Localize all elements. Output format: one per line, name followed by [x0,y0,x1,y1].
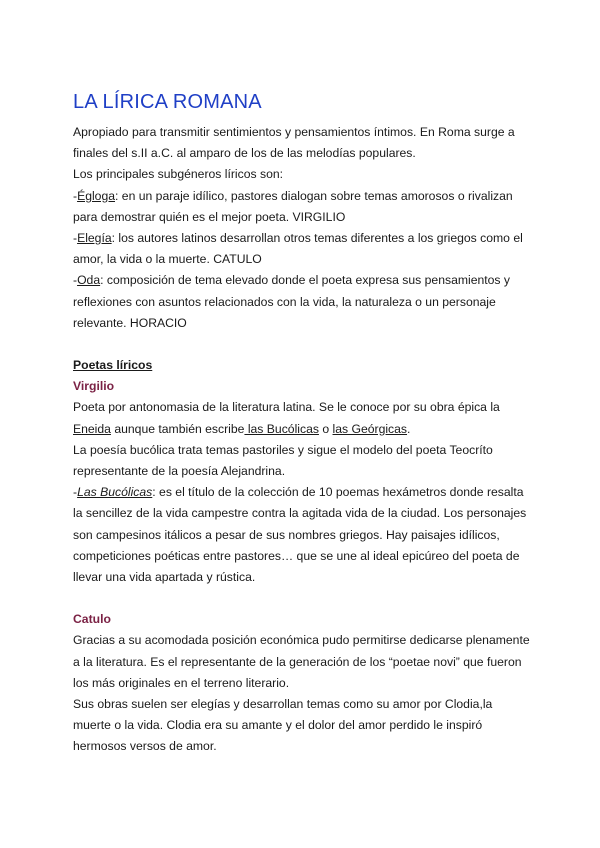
las-bucolicas-term: Las Bucólicas [77,485,153,500]
oda-line: relevante. HORACIO [73,315,187,330]
virgilio-line [73,482,533,503]
oda-term: Oda [77,273,101,288]
virgilio-line: Poeta por antonomasia de la literatura latina. Se le conoce por su obra épica la [73,400,500,415]
dash: - [73,231,78,246]
virgilio-line: llevar una vida apartada y rústica. [73,570,256,585]
elegia-line [73,228,533,249]
egloga-line [73,186,533,207]
intro-line: Los principales subgéneros líricos son: [73,167,284,182]
virgilio-line: la sencillez de la vida campestre contra la agitada vida de la ciudad. Los personajes [73,506,527,521]
catulo-line: hermosos versos de amor. [73,739,217,754]
catulo-line: a la literatura. Es el representante de la generación de los “poetae novi” que fueron [73,654,522,669]
dash: - [73,485,78,500]
subheading-catulo: Catulo [73,612,111,627]
oda-text: : composición de tema elevado donde el poeta expresa sus pensamientos y [100,273,510,288]
dash: - [73,188,78,203]
virgilio-line: son campesinos itálicos a pesar de sus nombres griegos. Hay paisajes idílicos, [73,527,500,542]
elegia-term: Elegía [77,231,112,246]
spacer [73,334,533,355]
oda-line [73,270,533,291]
virgilio-line [73,419,533,440]
oda-line: reflexiones con asuntos relacionados con la vida, la naturaleza o un personaje [73,294,496,309]
virgilio-text: o [318,421,333,436]
page-title: LA LÍRICA ROMANA [73,91,262,113]
virgilio-line: La poesía bucólica trata temas pastoriles y sigue el modelo del poeta Teocríto [73,442,493,457]
dash: - [73,273,78,288]
document-page [73,91,533,758]
virgilio-line: representante de la poesía Alejandrina. [73,464,286,479]
georgicas-link: las Geórgicas [332,421,408,436]
elegia-text: : los autores latinos desarrollan otros temas diferentes a los griegos como el [111,231,523,246]
virgilio-text: : es el título de la colección de 10 poemas hexámetros donde resalta [152,485,524,500]
subheading-virgilio: Virgilio [73,379,115,394]
spacer [73,588,533,609]
intro-line: Apropiado para transmitir sentimientos y pensamientos íntimos. En Roma surge a [73,125,515,139]
virgilio-text: . [407,421,411,436]
catulo-line: muerte o la vida. Clodia era su amante y el dolor del amor perdido le inspiró [73,718,483,733]
elegia-line: amor, la vida o la muerte. CATULO [73,252,262,267]
eneida-link: Eneida [73,421,111,436]
virgilio-text: aunque también escribe [110,421,245,436]
section-heading-poetas: Poetas líricos [73,358,153,373]
catulo-line: los más originales en el terreno literario. [73,675,290,690]
egloga-term: Égloga [77,188,116,203]
catulo-line: Sus obras suelen ser elegías y desarrollan temas como su amor por Clodia,la [73,697,493,712]
intro-line: finales del s.II a.C. al amparo de los de las melodías populares. [73,146,416,161]
virgilio-line: competiciones poéticas entre pastores… que se une al ideal epicúreo del poeta de [73,548,520,563]
catulo-line: Gracias a su acomodada posición económica pudo permitirse dedicarse plenamente [73,633,530,648]
egloga-text: : en un paraje idílico, pastores dialogan sobre temas amorosos o rivalizan [115,188,513,203]
bucolicas-link: las Bucólicas [244,421,319,436]
egloga-line: para demostrar quién es el mejor poeta. VIRGILIO [73,209,346,224]
